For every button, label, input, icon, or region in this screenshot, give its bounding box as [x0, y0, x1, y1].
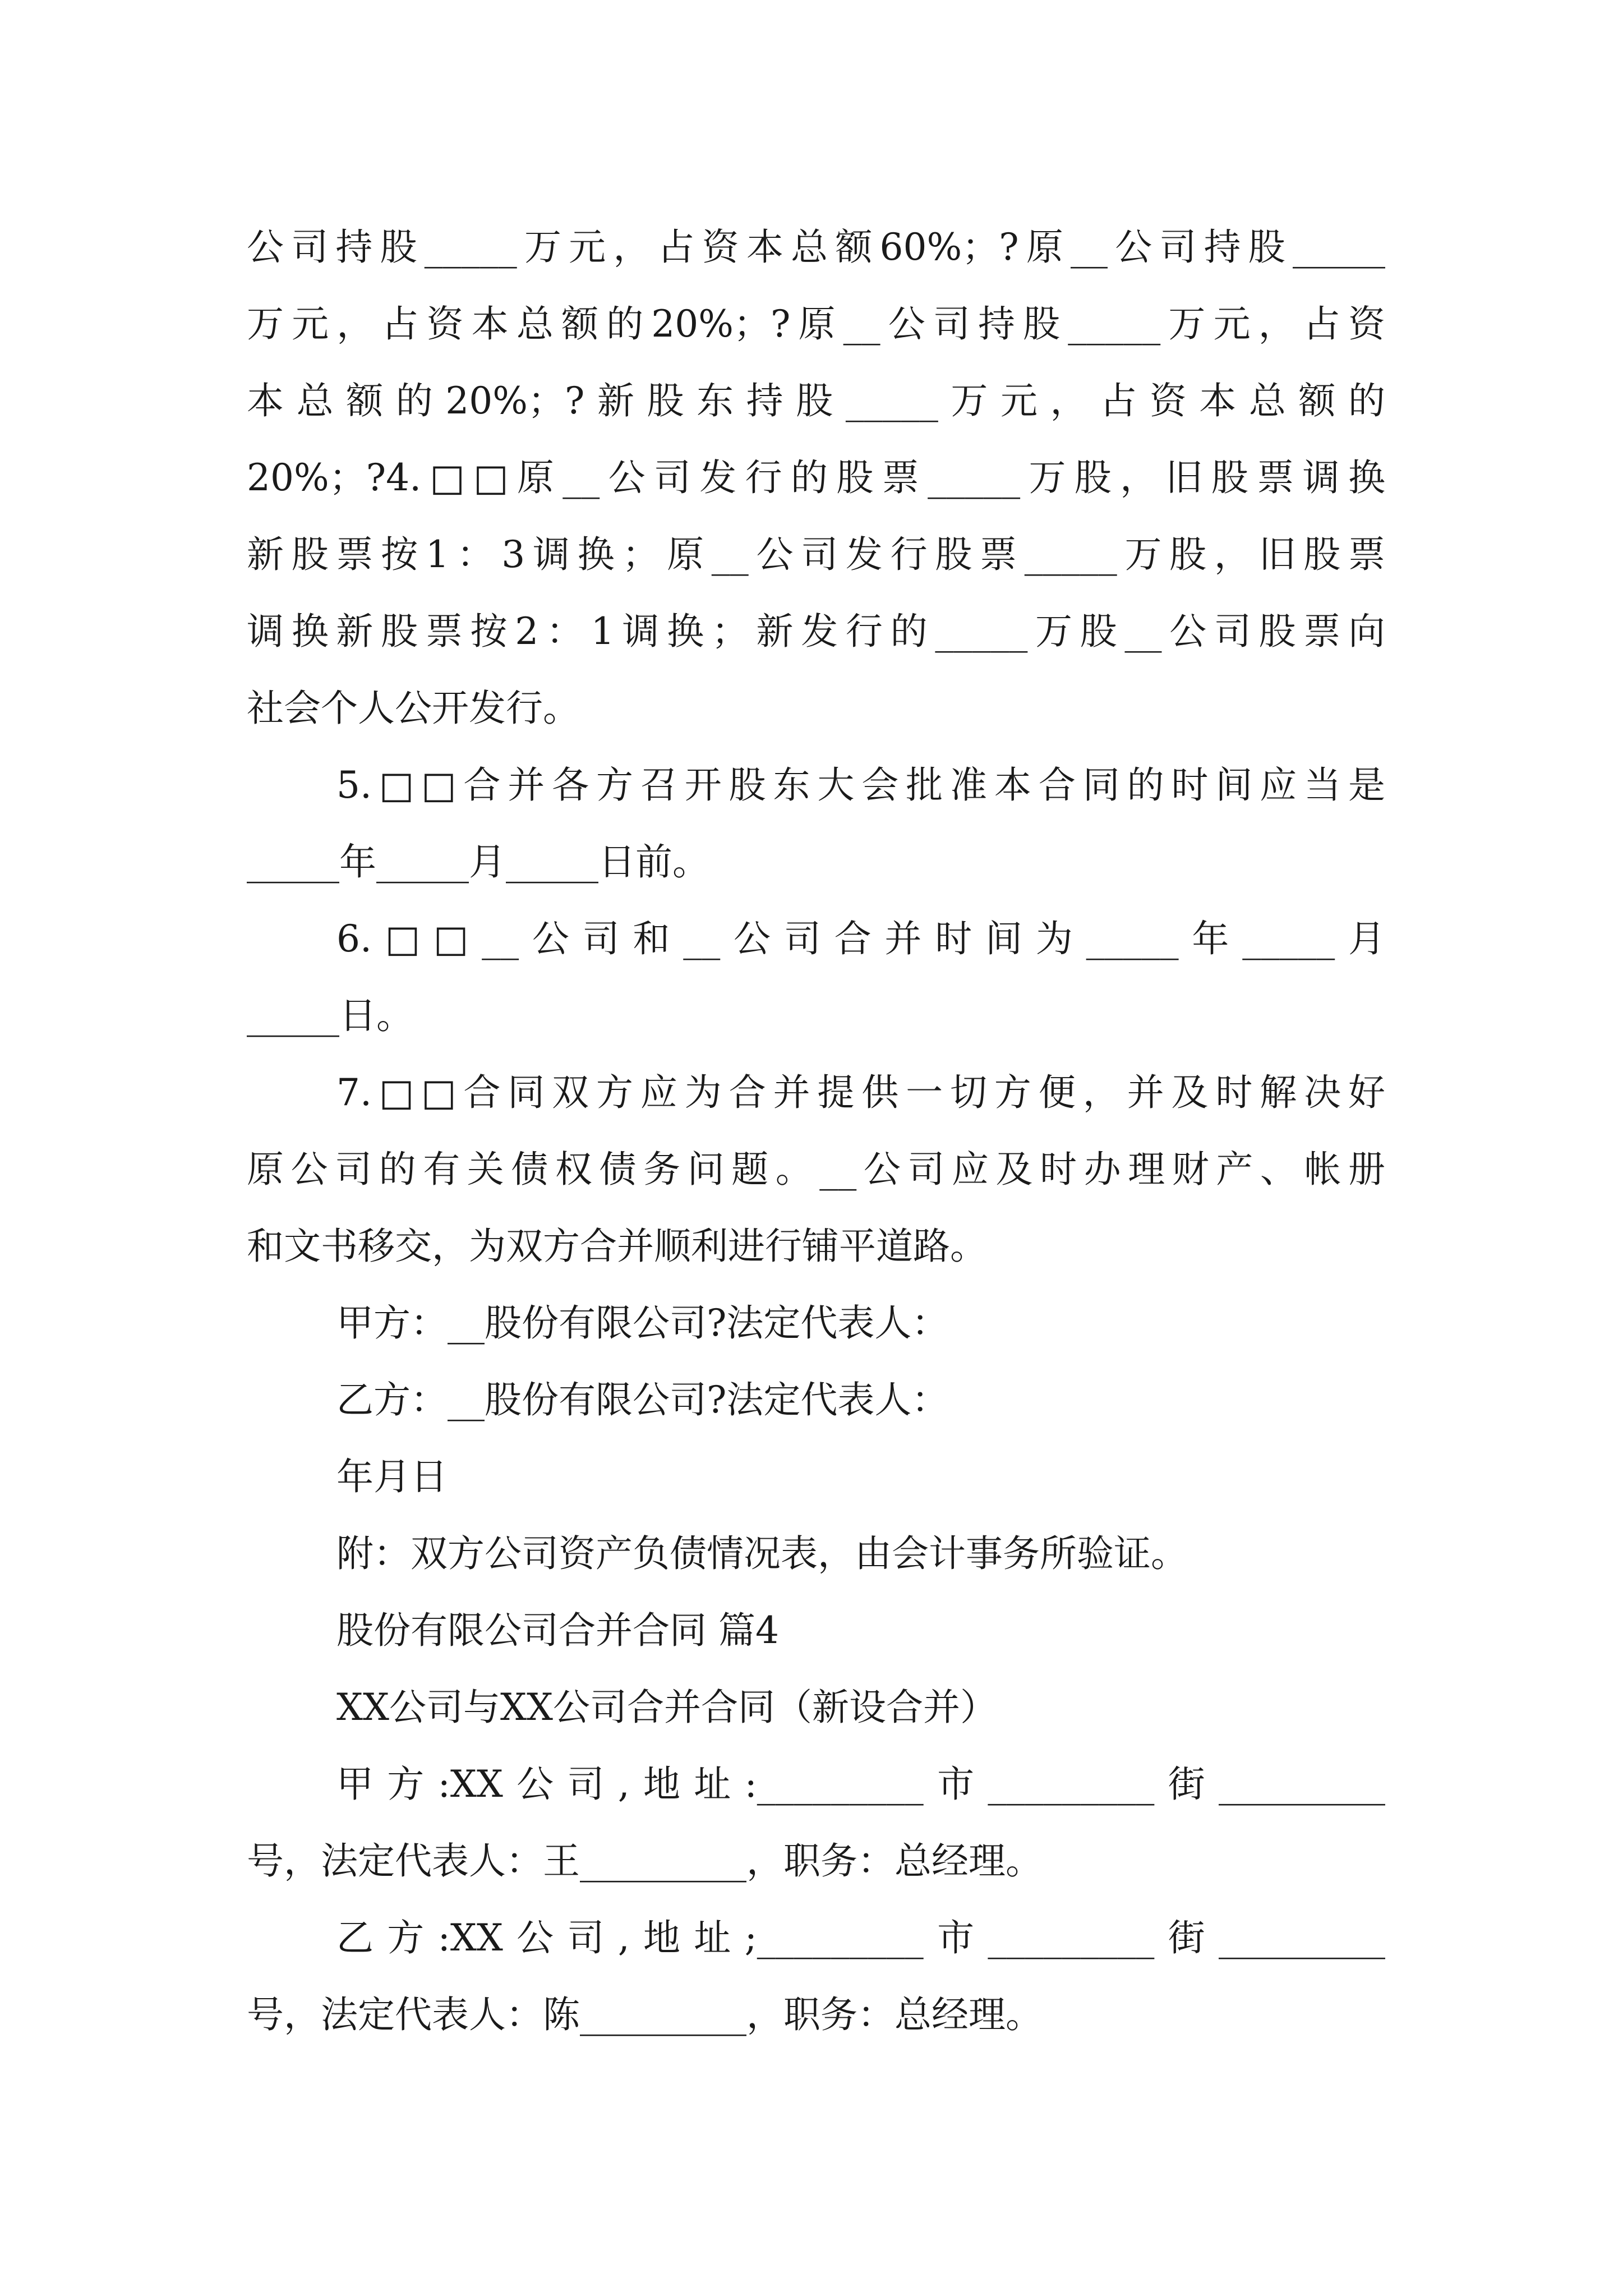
party-b-representative-line: 号，法定代表人：陈_________，职务：总经理。 [247, 1993, 1043, 2036]
date-line: 年月日 [336, 1455, 448, 1498]
paragraph-first-line: 7.□□合同双方应为合并提供一切方便，并及时解决好 [336, 1071, 1385, 1114]
contract-title: XX公司与XX公司合并合同（新设合并） [336, 1686, 997, 1729]
text-line: 调换新股票按2：1调换；新发行的_____万股__公司股票向 [247, 610, 1385, 653]
text-line: 20%；?4.□□原__公司发行的股票_____万股，旧股票调换 [247, 456, 1385, 499]
text-line: 公司持股_____万元，占资本总额60%；?原__公司持股_____ [247, 226, 1385, 269]
text-line: 新股票按1：3调换；原__公司发行股票_____万股，旧股票 [247, 533, 1385, 576]
text-line: _____年_____月_____日前。 [247, 840, 709, 884]
document-body [247, 209, 1385, 2053]
text-line: 和文书移交，为双方合并顺利进行铺平道路。 [247, 1225, 987, 1268]
party-a-representative-line: 号，法定代表人：王_________，职务：总经理。 [247, 1839, 1043, 1883]
text-line: 原公司的有关债权债务问题。__公司应及时办理财产、帐册 [247, 1148, 1385, 1191]
text-line: 本总额的20%；?新股东持股_____万元，占资本总额的 [247, 379, 1385, 422]
text-line: 社会个人公开发行。 [247, 687, 580, 730]
section-heading: 股份有限公司合并合同 篇4 [336, 1609, 779, 1652]
paragraph-first-line: 5.□□合并各方召开股东大会批准本合同的时间应当是 [336, 763, 1385, 807]
party-b-address-line: 乙方:XX公司,地址;_________市_________街_________ [336, 1916, 1385, 1959]
party-a-address-line: 甲方:XX公司,地址:_________市_________街_________ [336, 1763, 1385, 1806]
text-line: 万元，占资本总额的20%；?原__公司持股_____万元，占资 [247, 302, 1385, 346]
party-a-signature-line: 甲方：__股份有限公司?法定代表人： [336, 1301, 949, 1345]
paragraph-first-line: 6.□□__公司和__公司合并时间为_____年_____月 [336, 917, 1385, 960]
text-line: _____日。 [247, 994, 413, 1037]
appendix-note: 附：双方公司资产负债情况表，由会计事务所验证。 [336, 1532, 1188, 1575]
party-b-signature-line: 乙方：__股份有限公司?法定代表人： [336, 1378, 949, 1421]
